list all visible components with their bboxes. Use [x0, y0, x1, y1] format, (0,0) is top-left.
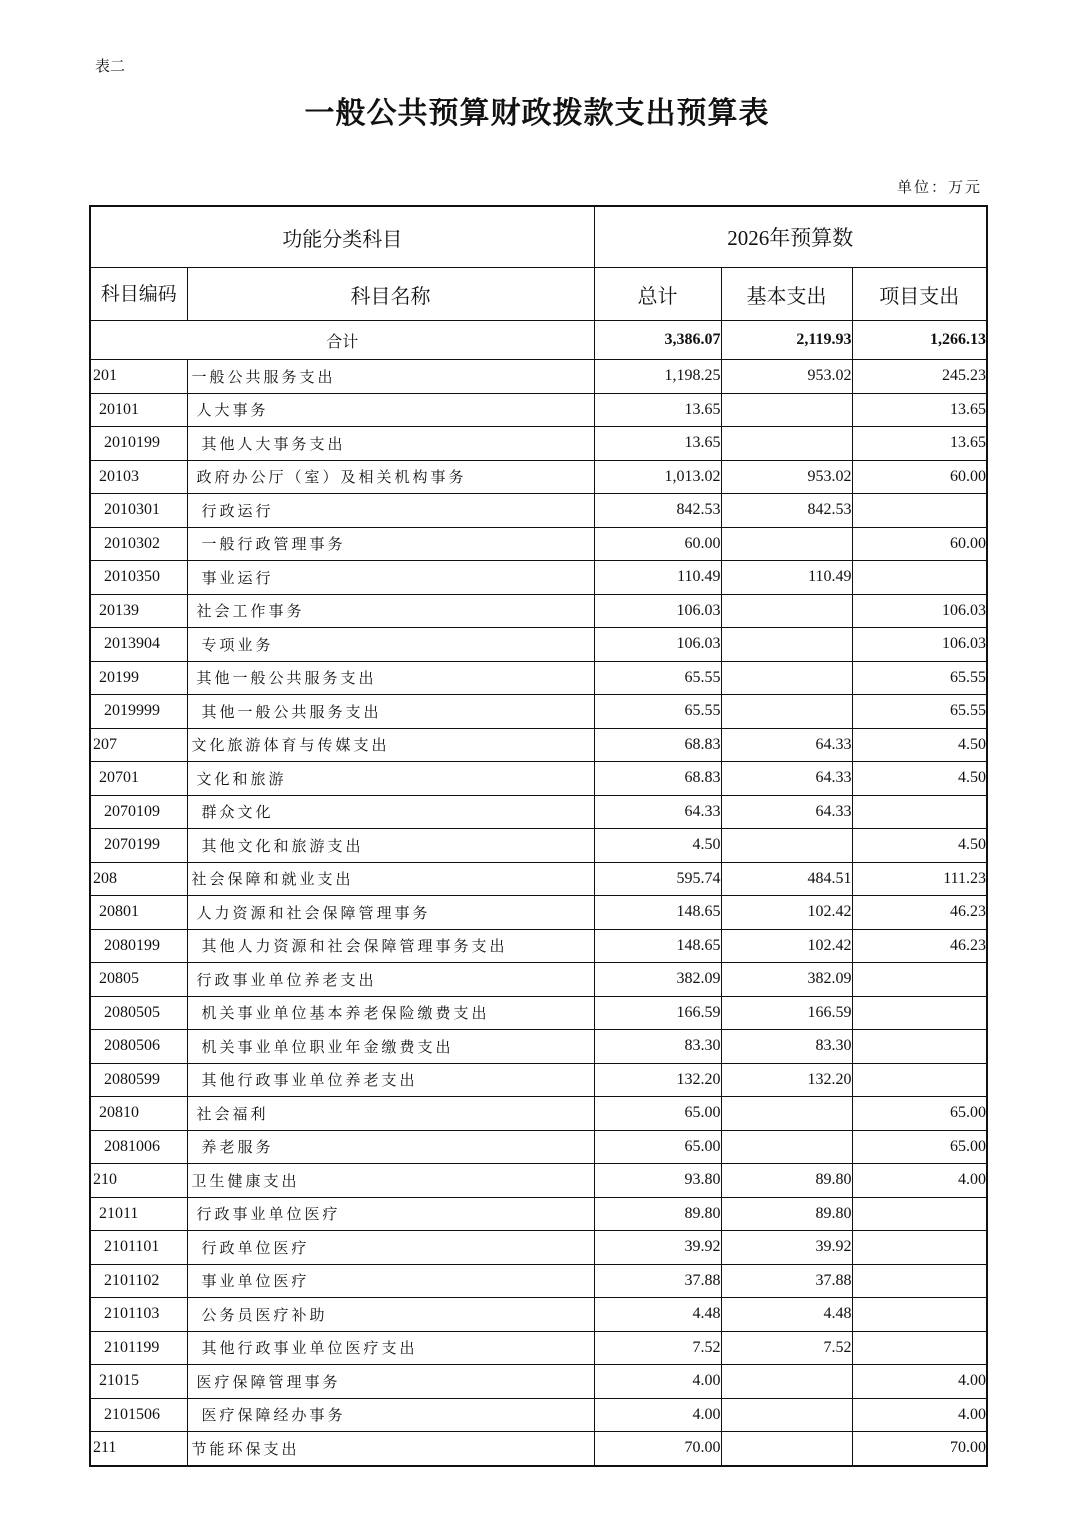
row-name: 行政事业单位医疗: [187, 1197, 594, 1231]
table-row: [90, 963, 987, 997]
row-code: 210: [90, 1164, 187, 1198]
row-basic: [721, 628, 852, 662]
row-name: 事业单位医疗: [187, 1264, 594, 1298]
row-name: 其他文化和旅游支出: [187, 829, 594, 863]
row-name: 其他一般公共服务支出: [187, 695, 594, 729]
summary-basic: 2,119.93: [721, 321, 852, 360]
table-row: [90, 494, 987, 528]
row-total: 132.20: [594, 1063, 721, 1097]
row-total: 65.00: [594, 1097, 721, 1131]
row-name: 行政单位医疗: [187, 1231, 594, 1265]
row-code: 20805: [90, 963, 187, 997]
row-code: 2101506: [90, 1398, 187, 1432]
row-basic: 166.59: [721, 996, 852, 1030]
row-project: 111.23: [852, 862, 987, 896]
row-basic: 89.80: [721, 1197, 852, 1231]
row-basic: [721, 527, 852, 561]
row-total: 148.65: [594, 929, 721, 963]
row-basic: [721, 1097, 852, 1131]
row-basic: 110.49: [721, 561, 852, 595]
row-total: 110.49: [594, 561, 721, 595]
row-project: [852, 1197, 987, 1231]
row-code: 2081006: [90, 1130, 187, 1164]
row-project: 65.55: [852, 661, 987, 695]
header-row-group: [90, 206, 987, 268]
row-total: 83.30: [594, 1030, 721, 1064]
row-project: [852, 996, 987, 1030]
row-total: 1,013.02: [594, 460, 721, 494]
table-row: [90, 1197, 987, 1231]
row-name: 其他人力资源和社会保障管理事务支出: [187, 929, 594, 963]
row-name: 人力资源和社会保障管理事务: [187, 896, 594, 930]
table-row: [90, 1063, 987, 1097]
table-row: [90, 1264, 987, 1298]
row-total: 1,198.25: [594, 360, 721, 394]
row-name: 事业运行: [187, 561, 594, 595]
row-total: 65.55: [594, 661, 721, 695]
row-total: 7.52: [594, 1331, 721, 1365]
row-name: 社会福利: [187, 1097, 594, 1131]
row-total: 60.00: [594, 527, 721, 561]
row-project: 60.00: [852, 460, 987, 494]
row-project: 13.65: [852, 427, 987, 461]
row-code: 2101101: [90, 1231, 187, 1265]
table-row: [90, 1398, 987, 1432]
row-project: 245.23: [852, 360, 987, 394]
header-budget-year: 2026年预算数: [594, 206, 987, 268]
summary-row: [90, 321, 987, 360]
row-total: 595.74: [594, 862, 721, 896]
row-project: [852, 1264, 987, 1298]
row-total: 13.65: [594, 427, 721, 461]
row-code: 21011: [90, 1197, 187, 1231]
table-row: [90, 829, 987, 863]
row-project: 46.23: [852, 896, 987, 930]
row-name: 医疗保障经办事务: [187, 1398, 594, 1432]
header-name: 科目名称: [187, 268, 594, 321]
header-row-columns: [90, 268, 987, 321]
row-project: 4.50: [852, 829, 987, 863]
row-total: 4.00: [594, 1365, 721, 1399]
row-name: 节能环保支出: [187, 1432, 594, 1466]
row-code: 201: [90, 360, 187, 394]
row-project: 4.00: [852, 1365, 987, 1399]
header-basic: 基本支出: [721, 268, 852, 321]
table-row: [90, 1030, 987, 1064]
table-row: [90, 728, 987, 762]
table-row: [90, 661, 987, 695]
row-total: 106.03: [594, 594, 721, 628]
row-code: 2010302: [90, 527, 187, 561]
row-code: 2080505: [90, 996, 187, 1030]
table-row: [90, 628, 987, 662]
row-basic: 4.48: [721, 1298, 852, 1332]
row-name: 公务员医疗补助: [187, 1298, 594, 1332]
table-row: [90, 795, 987, 829]
row-basic: 64.33: [721, 795, 852, 829]
row-basic: 484.51: [721, 862, 852, 896]
row-code: 20810: [90, 1097, 187, 1131]
row-project: 4.50: [852, 728, 987, 762]
row-project: 106.03: [852, 628, 987, 662]
row-name: 机关事业单位职业年金缴费支出: [187, 1030, 594, 1064]
row-total: 382.09: [594, 963, 721, 997]
table-row: [90, 561, 987, 595]
row-total: 93.80: [594, 1164, 721, 1198]
row-basic: [721, 661, 852, 695]
table-row: [90, 1432, 987, 1466]
row-code: 2019999: [90, 695, 187, 729]
row-code: 2101102: [90, 1264, 187, 1298]
row-basic: 39.92: [721, 1231, 852, 1265]
row-code: 20701: [90, 762, 187, 796]
row-project: [852, 1030, 987, 1064]
row-project: 65.55: [852, 695, 987, 729]
row-name: 一般行政管理事务: [187, 527, 594, 561]
row-code: 20801: [90, 896, 187, 930]
row-basic: 83.30: [721, 1030, 852, 1064]
row-basic: [721, 829, 852, 863]
row-name: 社会工作事务: [187, 594, 594, 628]
row-project: 60.00: [852, 527, 987, 561]
row-total: 37.88: [594, 1264, 721, 1298]
row-basic: [721, 1365, 852, 1399]
table-row: [90, 1365, 987, 1399]
row-basic: [721, 1130, 852, 1164]
row-project: 4.50: [852, 762, 987, 796]
summary-total: 3,386.07: [594, 321, 721, 360]
row-code: 2080199: [90, 929, 187, 963]
row-code: 2010199: [90, 427, 187, 461]
row-basic: 37.88: [721, 1264, 852, 1298]
row-project: 70.00: [852, 1432, 987, 1466]
row-basic: 102.42: [721, 929, 852, 963]
row-total: 4.50: [594, 829, 721, 863]
row-basic: [721, 695, 852, 729]
row-basic: [721, 594, 852, 628]
row-basic: [721, 1432, 852, 1466]
row-basic: 842.53: [721, 494, 852, 528]
row-project: [852, 963, 987, 997]
row-project: 46.23: [852, 929, 987, 963]
row-total: 68.83: [594, 728, 721, 762]
table-row: [90, 762, 987, 796]
summary-label: 合计: [90, 321, 594, 360]
table-row: [90, 427, 987, 461]
row-basic: 953.02: [721, 460, 852, 494]
row-name: 社会保障和就业支出: [187, 862, 594, 896]
row-name: 其他人大事务支出: [187, 427, 594, 461]
row-name: 人大事务: [187, 393, 594, 427]
row-name: 文化和旅游: [187, 762, 594, 796]
header-functional-classification: 功能分类科目: [90, 206, 594, 268]
table-label: 表二: [95, 57, 126, 75]
row-code: 2070109: [90, 795, 187, 829]
row-code: 2010350: [90, 561, 187, 595]
row-basic: 382.09: [721, 963, 852, 997]
row-total: 4.48: [594, 1298, 721, 1332]
row-name: 一般公共服务支出: [187, 360, 594, 394]
row-total: 166.59: [594, 996, 721, 1030]
row-code: 2013904: [90, 628, 187, 662]
table-row: [90, 896, 987, 930]
row-project: 65.00: [852, 1130, 987, 1164]
row-basic: [721, 427, 852, 461]
row-total: 89.80: [594, 1197, 721, 1231]
summary-project: 1,266.13: [852, 321, 987, 360]
row-project: [852, 795, 987, 829]
unit-label: 单位：万元: [896, 178, 982, 196]
row-project: [852, 1331, 987, 1365]
row-name: 文化旅游体育与传媒支出: [187, 728, 594, 762]
row-project: [852, 1231, 987, 1265]
row-total: 39.92: [594, 1231, 721, 1265]
row-basic: 953.02: [721, 360, 852, 394]
row-basic: [721, 393, 852, 427]
row-code: 207: [90, 728, 187, 762]
table-row: [90, 695, 987, 729]
row-total: 70.00: [594, 1432, 721, 1466]
budget-table: [89, 205, 988, 1467]
row-code: 2101103: [90, 1298, 187, 1332]
row-total: 148.65: [594, 896, 721, 930]
table-row: [90, 360, 987, 394]
row-name: 政府办公厅（室）及相关机构事务: [187, 460, 594, 494]
row-name: 医疗保障管理事务: [187, 1365, 594, 1399]
row-basic: [721, 1398, 852, 1432]
row-total: 4.00: [594, 1398, 721, 1432]
row-code: 20101: [90, 393, 187, 427]
row-total: 842.53: [594, 494, 721, 528]
header-project: 项目支出: [852, 268, 987, 321]
row-basic: 102.42: [721, 896, 852, 930]
table-row: [90, 862, 987, 896]
row-name: 卫生健康支出: [187, 1164, 594, 1198]
row-total: 106.03: [594, 628, 721, 662]
table-row: [90, 594, 987, 628]
row-name: 行政运行: [187, 494, 594, 528]
row-project: [852, 561, 987, 595]
row-name: 行政事业单位养老支出: [187, 963, 594, 997]
row-total: 65.55: [594, 695, 721, 729]
row-basic: 7.52: [721, 1331, 852, 1365]
table-row: [90, 1298, 987, 1332]
table-row: [90, 929, 987, 963]
table-row: [90, 1097, 987, 1131]
row-name: 其他行政事业单位医疗支出: [187, 1331, 594, 1365]
row-project: [852, 494, 987, 528]
row-basic: 89.80: [721, 1164, 852, 1198]
row-name: 群众文化: [187, 795, 594, 829]
row-name: 其他行政事业单位养老支出: [187, 1063, 594, 1097]
row-code: 208: [90, 862, 187, 896]
row-basic: 64.33: [721, 728, 852, 762]
row-basic: 132.20: [721, 1063, 852, 1097]
row-project: 65.00: [852, 1097, 987, 1131]
table-row: [90, 996, 987, 1030]
row-code: 2010301: [90, 494, 187, 528]
row-total: 13.65: [594, 393, 721, 427]
row-name: 其他一般公共服务支出: [187, 661, 594, 695]
header-total: 总计: [594, 268, 721, 321]
table-row: [90, 1331, 987, 1365]
row-code: 2080506: [90, 1030, 187, 1064]
row-code: 20199: [90, 661, 187, 695]
row-code: 20139: [90, 594, 187, 628]
table-row: [90, 460, 987, 494]
row-code: 21015: [90, 1365, 187, 1399]
row-project: 4.00: [852, 1398, 987, 1432]
row-code: 2080599: [90, 1063, 187, 1097]
row-name: 机关事业单位基本养老保险缴费支出: [187, 996, 594, 1030]
row-total: 68.83: [594, 762, 721, 796]
row-code: 2070199: [90, 829, 187, 863]
table-row: [90, 1231, 987, 1265]
table-row: [90, 393, 987, 427]
row-name: 专项业务: [187, 628, 594, 662]
row-code: 20103: [90, 460, 187, 494]
row-project: 4.00: [852, 1164, 987, 1198]
row-code: 2101199: [90, 1331, 187, 1365]
row-project: [852, 1298, 987, 1332]
row-code: 211: [90, 1432, 187, 1466]
row-project: [852, 1063, 987, 1097]
row-basic: 64.33: [721, 762, 852, 796]
table-row: [90, 1164, 987, 1198]
header-code: 科目编码: [90, 268, 187, 321]
page-title: 一般公共预算财政拨款支出预算表: [304, 96, 770, 131]
table-row: [90, 527, 987, 561]
row-name: 养老服务: [187, 1130, 594, 1164]
row-total: 64.33: [594, 795, 721, 829]
row-total: 65.00: [594, 1130, 721, 1164]
table-row: [90, 1130, 987, 1164]
row-project: 13.65: [852, 393, 987, 427]
row-project: 106.03: [852, 594, 987, 628]
